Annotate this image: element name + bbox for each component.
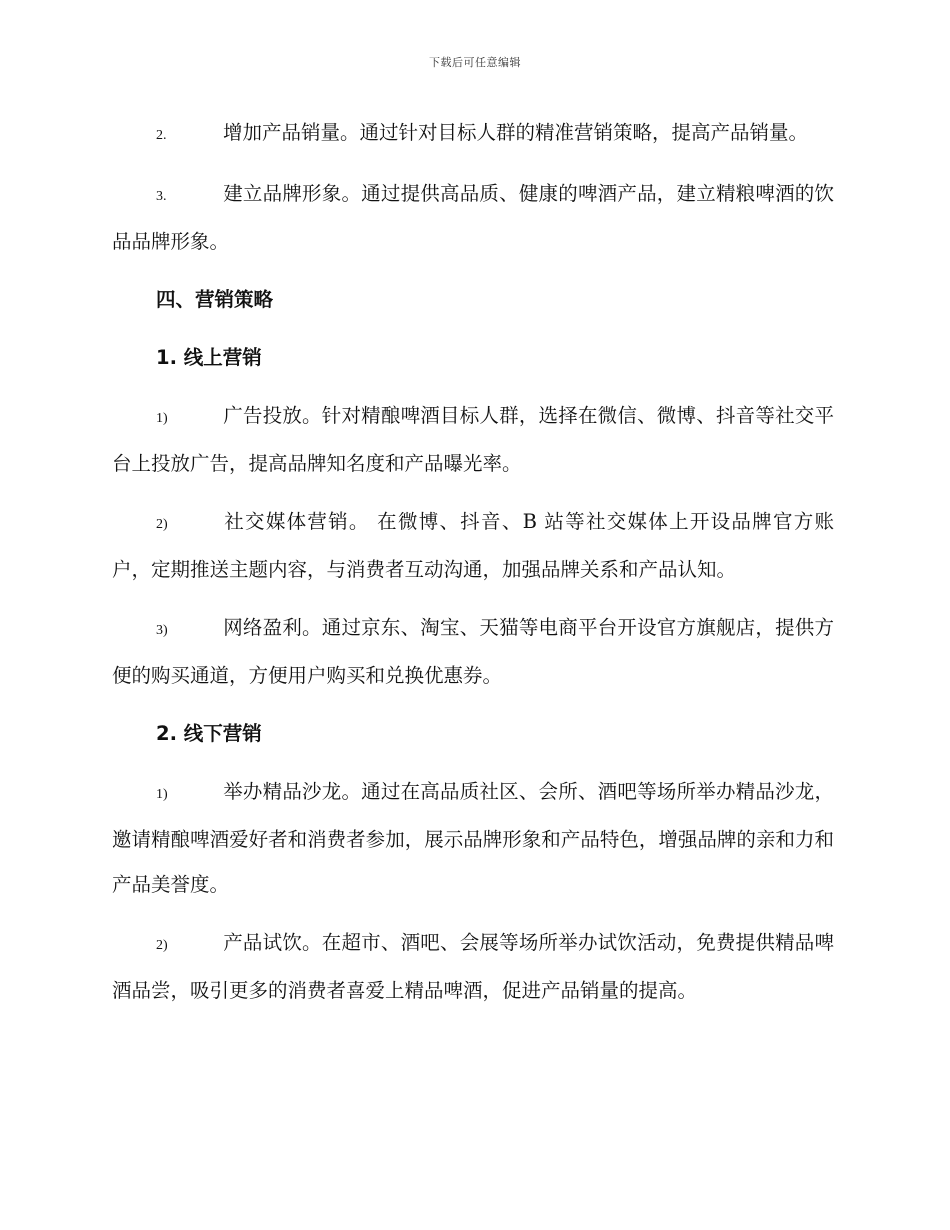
paragraph-online-1 bbox=[112, 393, 834, 486]
paragraph-text: 产品试饮。在超市、酒吧、会展等场所举办试饮活动，免费提供精品啤酒品尝，吸引更多的消费者喜爱上精品啤酒，促进产品销量的提高。 bbox=[112, 931, 834, 1002]
paragraph-goal-3 bbox=[112, 171, 834, 264]
list-number: 3. bbox=[156, 189, 167, 204]
document-body bbox=[112, 110, 834, 1026]
list-number: 2. bbox=[156, 128, 167, 143]
section-heading-marketing-strategy: 四、营销策略 bbox=[156, 288, 274, 311]
list-number: 1) bbox=[156, 787, 168, 802]
paragraph-online-2 bbox=[112, 499, 834, 592]
list-number: 3) bbox=[156, 623, 168, 638]
paragraph-offline-2 bbox=[112, 920, 834, 1013]
paragraph-text: 建立品牌形象。通过提供高品质、健康的啤酒产品，建立精粮啤酒的饮品品牌形象。 bbox=[112, 182, 834, 253]
paragraph-text: 网络盈利。通过京东、淘宝、天猫等电商平台开设官方旗舰店，提供方便的购买通道，方便用户购买和兑换优惠券。 bbox=[112, 616, 834, 687]
paragraph-online-3 bbox=[112, 605, 834, 698]
paragraph-offline-1 bbox=[112, 769, 834, 907]
subsection-heading-offline: 2. 线下营销 bbox=[156, 722, 262, 745]
list-number: 2) bbox=[156, 938, 168, 953]
paragraph-text: 增加产品销量。通过针对目标人群的精准营销策略，提高产品销量。 bbox=[223, 121, 809, 144]
paragraph-text: 举办精品沙龙。通过在高品质社区、会所、酒吧等场所举办精品沙龙，邀请精酿啤酒爱好者和消费者参加，展示品牌形象和产品特色，增强品牌的亲和力和产品美誉度。 bbox=[112, 780, 834, 896]
list-number: 1) bbox=[156, 411, 168, 426]
paragraph-text: 广告投放。针对精酿啤酒目标人群，选择在微信、微博、抖音等社交平台上投放广告，提高品牌知名度和产品曝光率。 bbox=[112, 404, 834, 475]
subsection-heading-online: 1. 线上营销 bbox=[156, 346, 262, 369]
page-header: 下载后可任意编辑 bbox=[429, 56, 521, 69]
paragraph-text: 社交媒体营销。 在微博、抖音、B 站等社交媒体上开设品牌官方账户，定期推送主题内容，与消费者互动沟通，加强品牌关系和产品认知。 bbox=[112, 510, 834, 581]
paragraph-goal-2 bbox=[112, 110, 834, 158]
list-number: 2) bbox=[156, 517, 168, 532]
